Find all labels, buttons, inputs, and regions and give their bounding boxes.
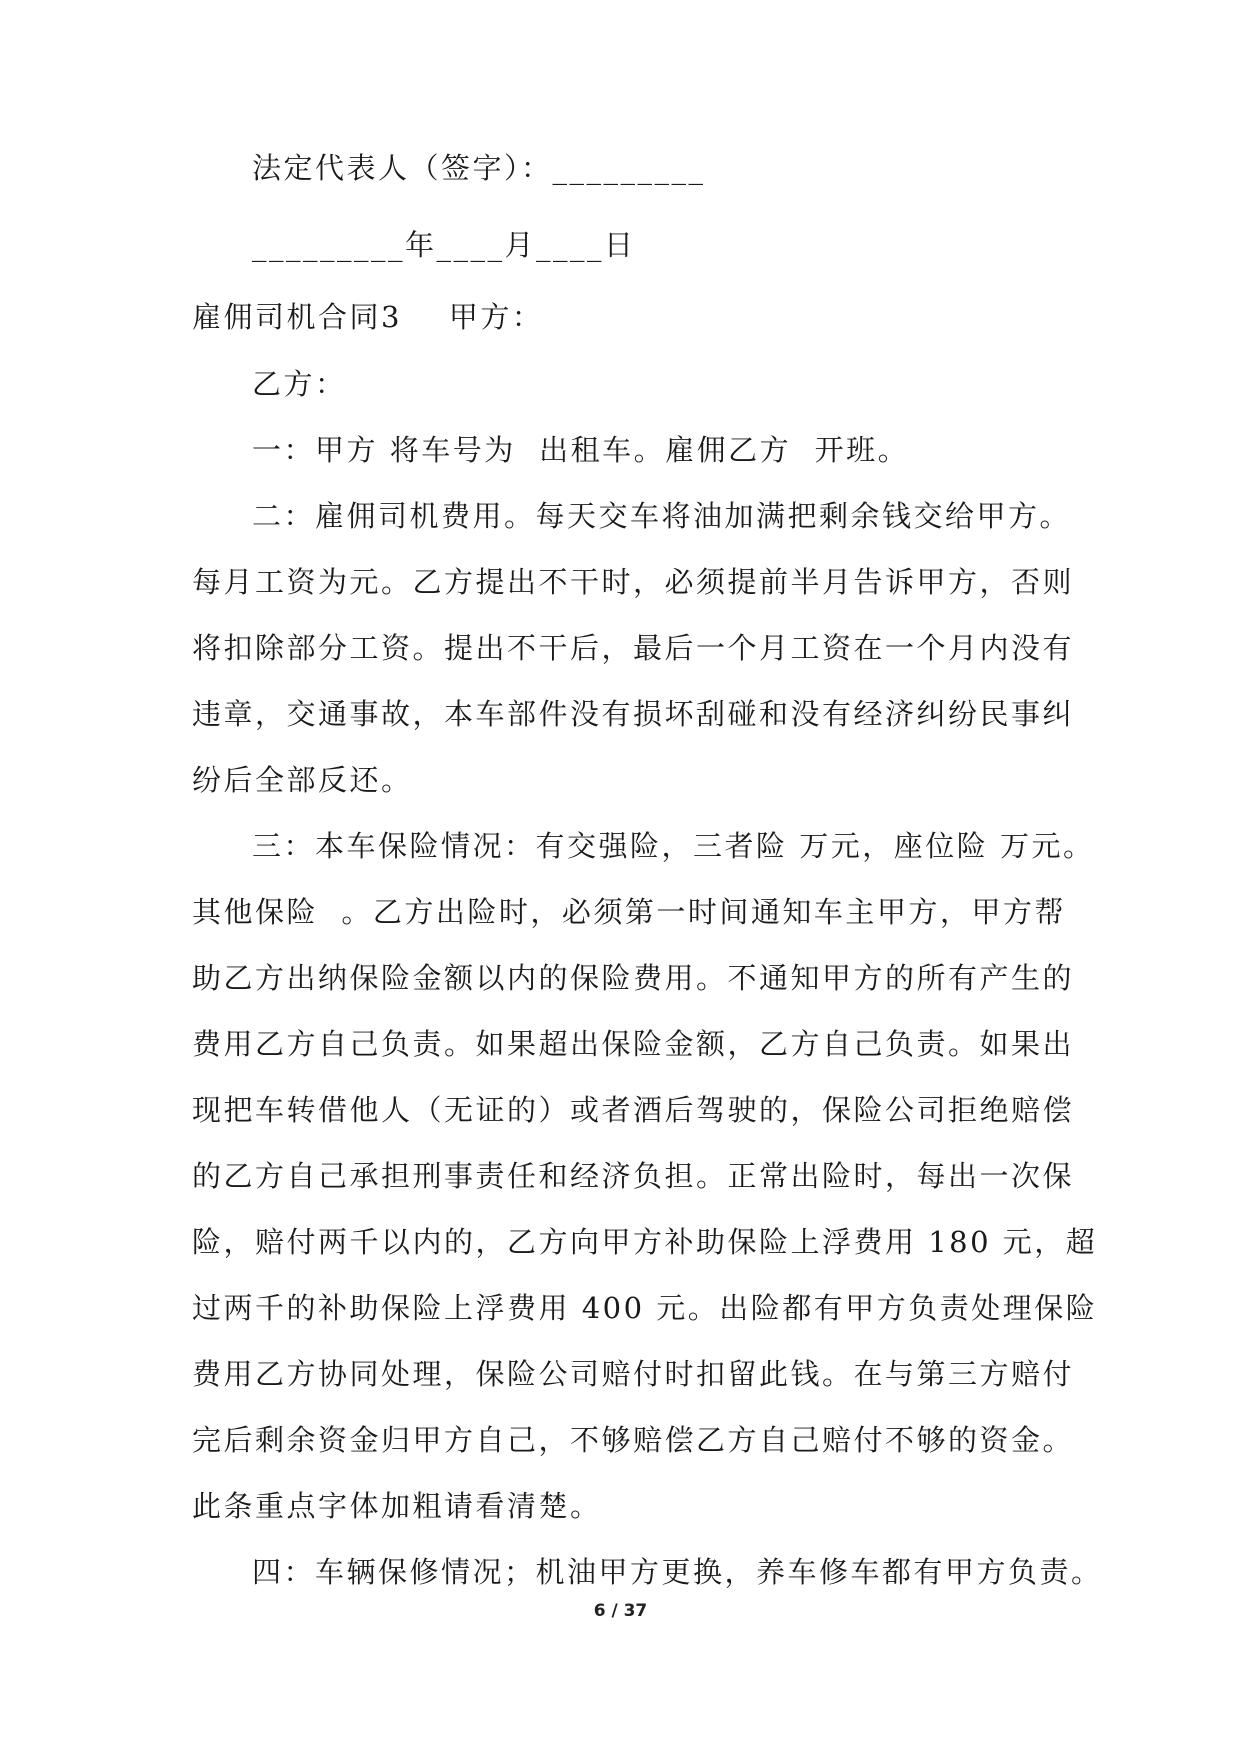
clause-3-line-10: 完后剩余资金归甲方自己，不够赔偿乙方自己赔付不够的资金。: [192, 1423, 1075, 1457]
clause-3-line-1: 三：本车保险情况：有交强险，三者险 万元，座位险 万元。: [252, 829, 1095, 863]
clause-4-line-1: 四：车辆保修情况；机油甲方更换，养车修车都有甲方负责。: [252, 1555, 1103, 1589]
clause-2-line-2: 每月工资为元。乙方提出不干时，必须提前半月告诉甲方，否则: [192, 565, 1075, 599]
clause-3-line-2: 其他保险 。乙方出险时，必须第一时间通知车主甲方，甲方帮: [192, 895, 1066, 929]
clause-3-line-8: 过两千的补助保险上浮费用 400 元。出险都有甲方负责处理保险: [192, 1291, 1098, 1325]
clause-3-line-6: 的乙方自己承担刑事责任和经济负担。正常出险时，每出一次保: [192, 1159, 1075, 1193]
page-number: 6 / 37: [593, 1601, 648, 1621]
clause-3-line-7: 险，赔付两千以内的，乙方向甲方补助保险上浮费用 180 元，超: [192, 1225, 1098, 1259]
clause-3-line-3: 助乙方出纳保险金额以内的保险费用。不通知甲方的所有产生的: [192, 961, 1075, 995]
clause-2-line-1: 二：雇佣司机费用。每天交车将油加满把剩余钱交给甲方。: [252, 499, 1072, 533]
clause-3-line-11: 此条重点字体加粗请看清楚。: [192, 1489, 602, 1523]
clause-3-line-9: 费用乙方协同处理，保险公司赔付时扣留此钱。在与第三方赔付: [192, 1357, 1075, 1391]
clause-2-line-4: 违章，交通事故，本车部件没有损坏刮碰和没有经济纠纷民事纠: [192, 697, 1075, 731]
date-line: _________年____月____日: [252, 228, 636, 262]
clause-2-line-5: 纷后全部反还。: [192, 763, 413, 797]
clause-3-line-4: 费用乙方自己负责。如果超出保险金额，乙方自己负责。如果出: [192, 1027, 1075, 1061]
clause-1: 一：甲方 将车号为 出租车。雇佣乙方 开班。: [252, 433, 910, 467]
signature-line: 法定代表人（签字）：_________: [252, 151, 706, 185]
contract-title-line: 雇佣司机合同3 甲方：: [192, 300, 544, 334]
clause-3-line-5: 现把车转借他人（无证的）或者酒后驾驶的，保险公司拒绝赔偿: [192, 1093, 1075, 1127]
clause-2-line-3: 将扣除部分工资。提出不干后，最后一个月工资在一个月内没有: [192, 631, 1075, 665]
party-b-line: 乙方：: [252, 367, 347, 401]
